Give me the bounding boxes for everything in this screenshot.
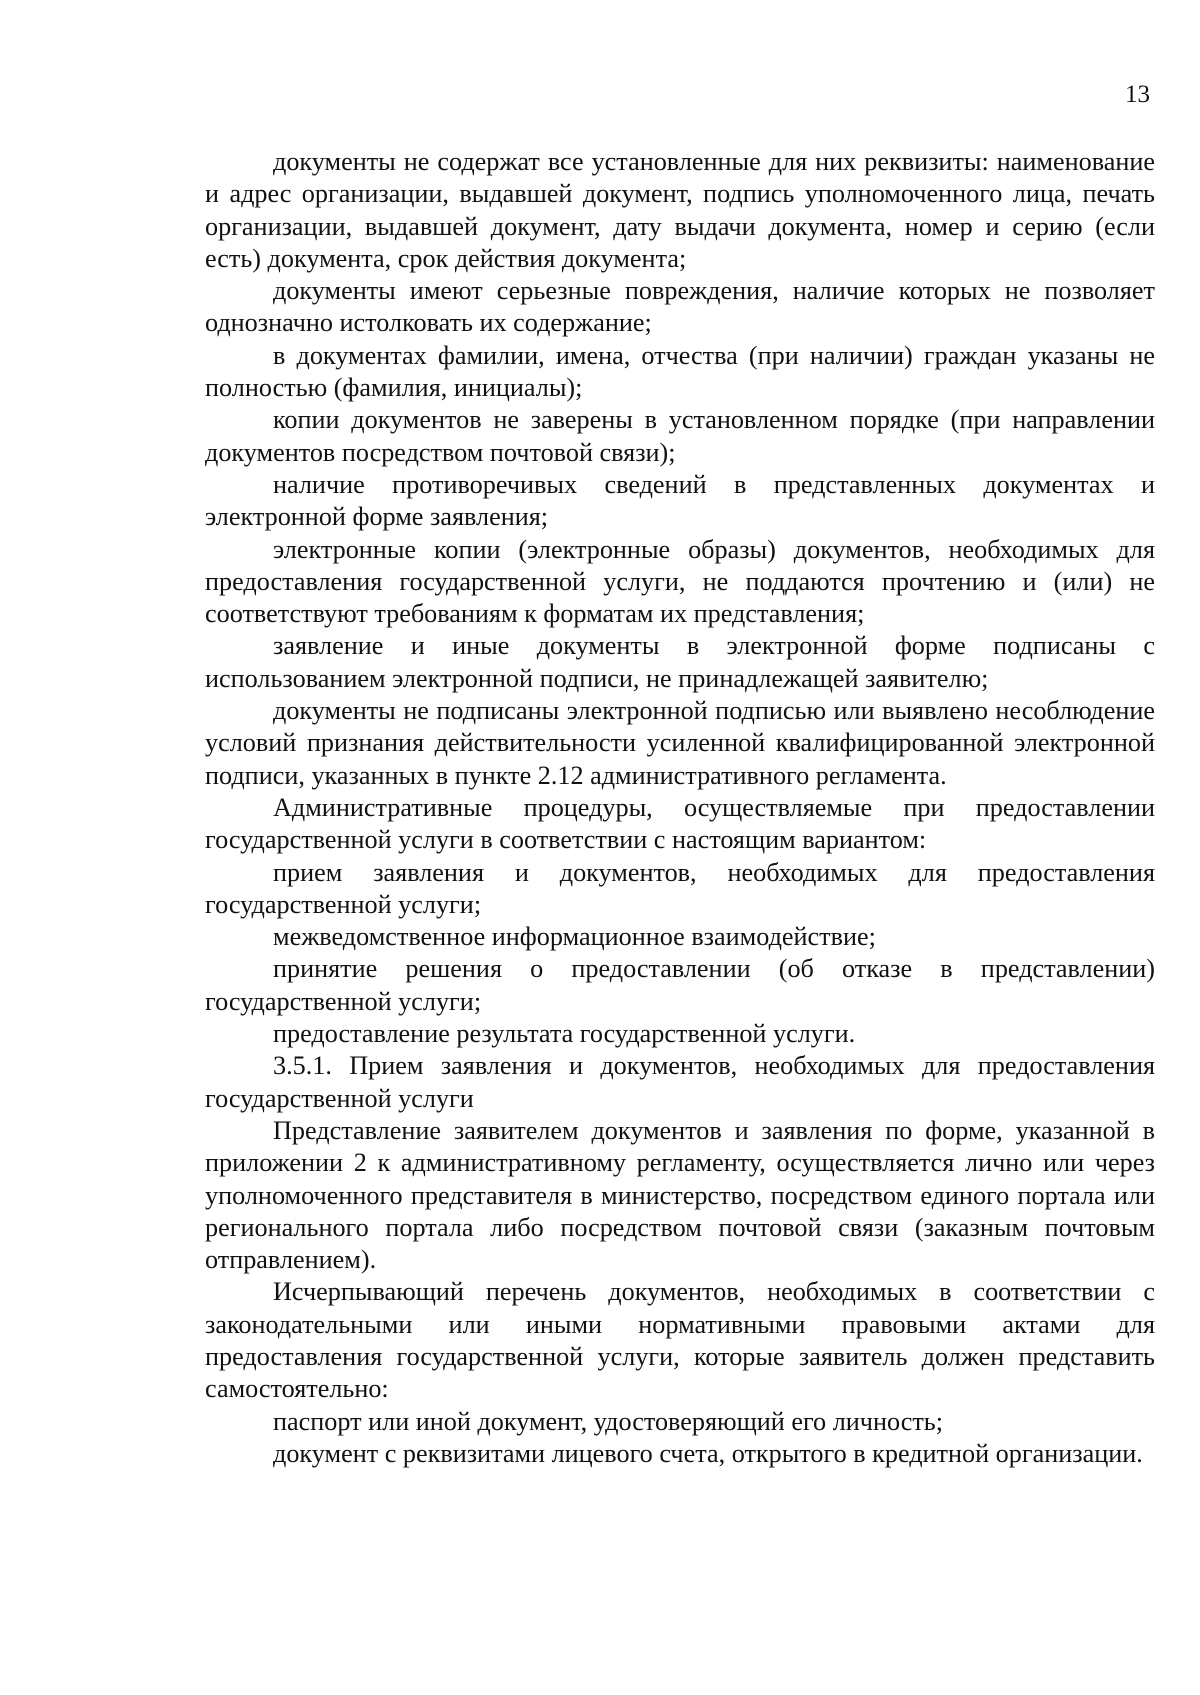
paragraph: Административные процедуры, осуществляемые при предоставлении государственной услуги в соответствии с настоящим вариантом:	[205, 792, 1155, 855]
paragraph: в документах фамилии, имена, отчества (при наличии) граждан указаны не полностью (фамилия, инициалы);	[205, 340, 1155, 403]
paragraph: документ с реквизитами лицевого счета, открытого в кредитной организации.	[273, 1438, 1143, 1468]
paragraph: документы имеют серьезные повреждения, наличие которых не позволяет однозначно истолковать их содержание;	[205, 276, 1155, 338]
paragraph: межведомственное информационное взаимодействие;	[273, 922, 876, 952]
paragraph: предоставление результата государственной услуги.	[273, 1019, 856, 1049]
paragraph: Представление заявителем документов и заявления по форме, указанной в приложении 2 к административному регламенту, осуществляется лично или через уполномоченного представителя в министерство, посредством единого портала или регионального портала либо посредством почтовой связи (заказным почтовым отправлением).	[205, 1115, 1155, 1275]
paragraph: прием заявления и документов, необходимых для предоставления государственной услуги;	[205, 857, 1155, 919]
paragraph: принятие решения о предоставлении (об отказе в представлении) государственной услуги;	[205, 954, 1155, 1016]
paragraph: Исчерпывающий перечень документов, необходимых в соответствии с законодательными или иными нормативными правовыми актами для предоставления государственной услуги, которые заявитель должен представить самостоятельно:	[205, 1277, 1155, 1404]
paragraph: копии документов не заверены в установленном порядке (при направлении документов посредством почтовой связи);	[205, 405, 1155, 467]
paragraph: электронные копии (электронные образы) документов, необходимых для предоставления государственной услуги, не поддаются прочтению и (или) не соответствуют требованиям к форматам их представления;	[205, 534, 1155, 629]
document-body	[205, 146, 1155, 1470]
paragraph: наличие противоречивых сведений в представленных документах и электронной форме заявления;	[205, 469, 1155, 532]
section-heading: 3.5.1. Прием заявления и документов, необходимых для предоставления государственной услуги	[205, 1051, 1155, 1113]
paragraph: заявление и иные документы в электронной форме подписаны с использованием электронной подписи, не принадлежащей заявителю;	[205, 631, 1155, 693]
paragraph: паспорт или иной документ, удостоверяющий его личность;	[273, 1406, 943, 1436]
paragraph: документы не содержат все установленные для них реквизиты: наименование и адрес организации, выдавшей документ, подпись уполномоченного лица, печать организации, выдавшей документ, дату выдачи документа, номер и серию (если есть) документа, срок действия документа;	[205, 147, 1155, 273]
paragraph: документы не подписаны электронной подписью или выявлено несоблюдение условий признания действительности усиленной квалифицированной электронной подписи, указанных в пункте 2.12 административного регламента.	[205, 696, 1155, 790]
page-number: 13	[1125, 81, 1150, 108]
